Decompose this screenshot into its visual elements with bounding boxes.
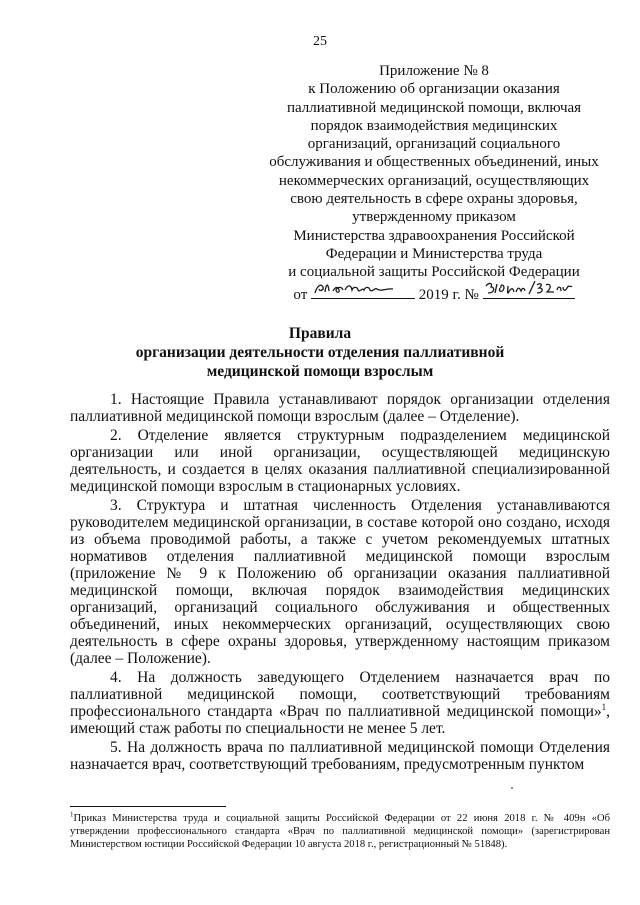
footnote-text: Приказ Министерства труда и социальной защиты Российской Федерации от 22 июня 2018 г. № 409н «Об утверждении профессионального стандарта «Врач по паллиативной медицинской помощи» (зарегистрирован Министерством юстиции Российской Федерации 10 августа 2018 г., регистрационный № 51848). xyxy=(70,813,610,850)
handwritten-number-field xyxy=(483,282,575,299)
appendix-line: Приложение № 8 xyxy=(379,63,489,79)
appendix-line: Федерации и Министерства труда xyxy=(325,245,543,262)
handwritten-date-signature xyxy=(311,278,415,298)
footnote-reference[interactable]: 1 xyxy=(601,702,607,713)
handwritten-number-signature xyxy=(483,278,575,298)
from-label: от xyxy=(293,286,308,303)
appendix-line: организаций, организаций социального xyxy=(307,136,561,153)
appendix-line: и социальной защиты Российской Федерации xyxy=(288,264,580,281)
footnote-mark: 1 xyxy=(70,810,74,819)
paragraph-1: 1. Настоящие Правила устанавливают порядок организации отделения паллиативной медицинской помощи взрослым (далее – Отделение). xyxy=(70,391,610,426)
appendix-line: свою деятельность в сфере охраны здоровья, xyxy=(290,191,578,208)
year-and-number-label: 2019 г. № xyxy=(418,286,479,303)
footnote xyxy=(70,812,610,851)
title-line-3: медицинской помощи взрослым xyxy=(206,363,434,380)
scan-speck xyxy=(511,787,513,789)
appendix-line: к Положению об организации оказания xyxy=(308,81,560,98)
appendix-header xyxy=(258,62,610,304)
appendix-line: порядок взаимодействия медицинских xyxy=(310,117,558,134)
paragraph-4-text: 4. На должность заведующего Отделением назначается врач по паллиативной медицинской помощи, соответствующий требованиям профессионального стандарта «Врач по паллиативной медицинской помощи» xyxy=(70,669,610,721)
document-title xyxy=(0,324,640,381)
footnote-divider xyxy=(70,806,226,807)
title-line-2: организации деятельности отделения паллиативной xyxy=(135,344,505,361)
title-line-1: Правила xyxy=(288,325,352,342)
appendix-line: паллиативной медицинской помощи, включая xyxy=(286,99,582,116)
paragraph-4 xyxy=(70,669,610,737)
document-body xyxy=(70,391,610,773)
paragraph-2: 2. Отделение является структурным подразделением медицинской организации или иной организации, осуществляющей медицинскую деятельность, и создается в целях оказания паллиативной специализированной медицинской помощи взрослым в стационарных условиях. xyxy=(70,426,610,495)
paragraph-3: 3. Структура и штатная численность Отделения устанавливаются руководителем медицинской организации, в составе которой оно создано, исходя из объема проводимой работы, а также с учетом рекомендуемых штатных нормативов отделения паллиативной медицинской помощи взрослым (приложение № 9 к Положению об организации оказания паллиативной медицинской помощи, включая порядок взаимодействия медицинских организаций, организаций социального обслуживания и общественных объединений, иных некоммерческих организаций, осуществляющих свою деятельность в сфере охраны здоровья, утвержденному настоящим приказом (далее – Положение). xyxy=(70,496,610,668)
appendix-line: некоммерческих организаций, осуществляющих xyxy=(278,172,590,189)
paragraph-5: 5. На должность врача по паллиативной медицинской помощи Отделения назначается врач, соответствующий требованиям, предусмотренным пунктом xyxy=(70,738,610,773)
appendix-line: Министерства здравоохранения Российской xyxy=(293,227,575,244)
appendix-line: утвержденному приказом xyxy=(352,209,516,226)
page-number: 25 xyxy=(313,34,327,49)
order-date-line xyxy=(258,282,610,304)
paragraph-4-text-continued: , имеющий стаж работы по специальности не менее 5 лет. xyxy=(70,703,610,738)
handwritten-date-field xyxy=(311,282,415,299)
appendix-line: обслуживания и общественных объединений, иных xyxy=(269,154,599,171)
